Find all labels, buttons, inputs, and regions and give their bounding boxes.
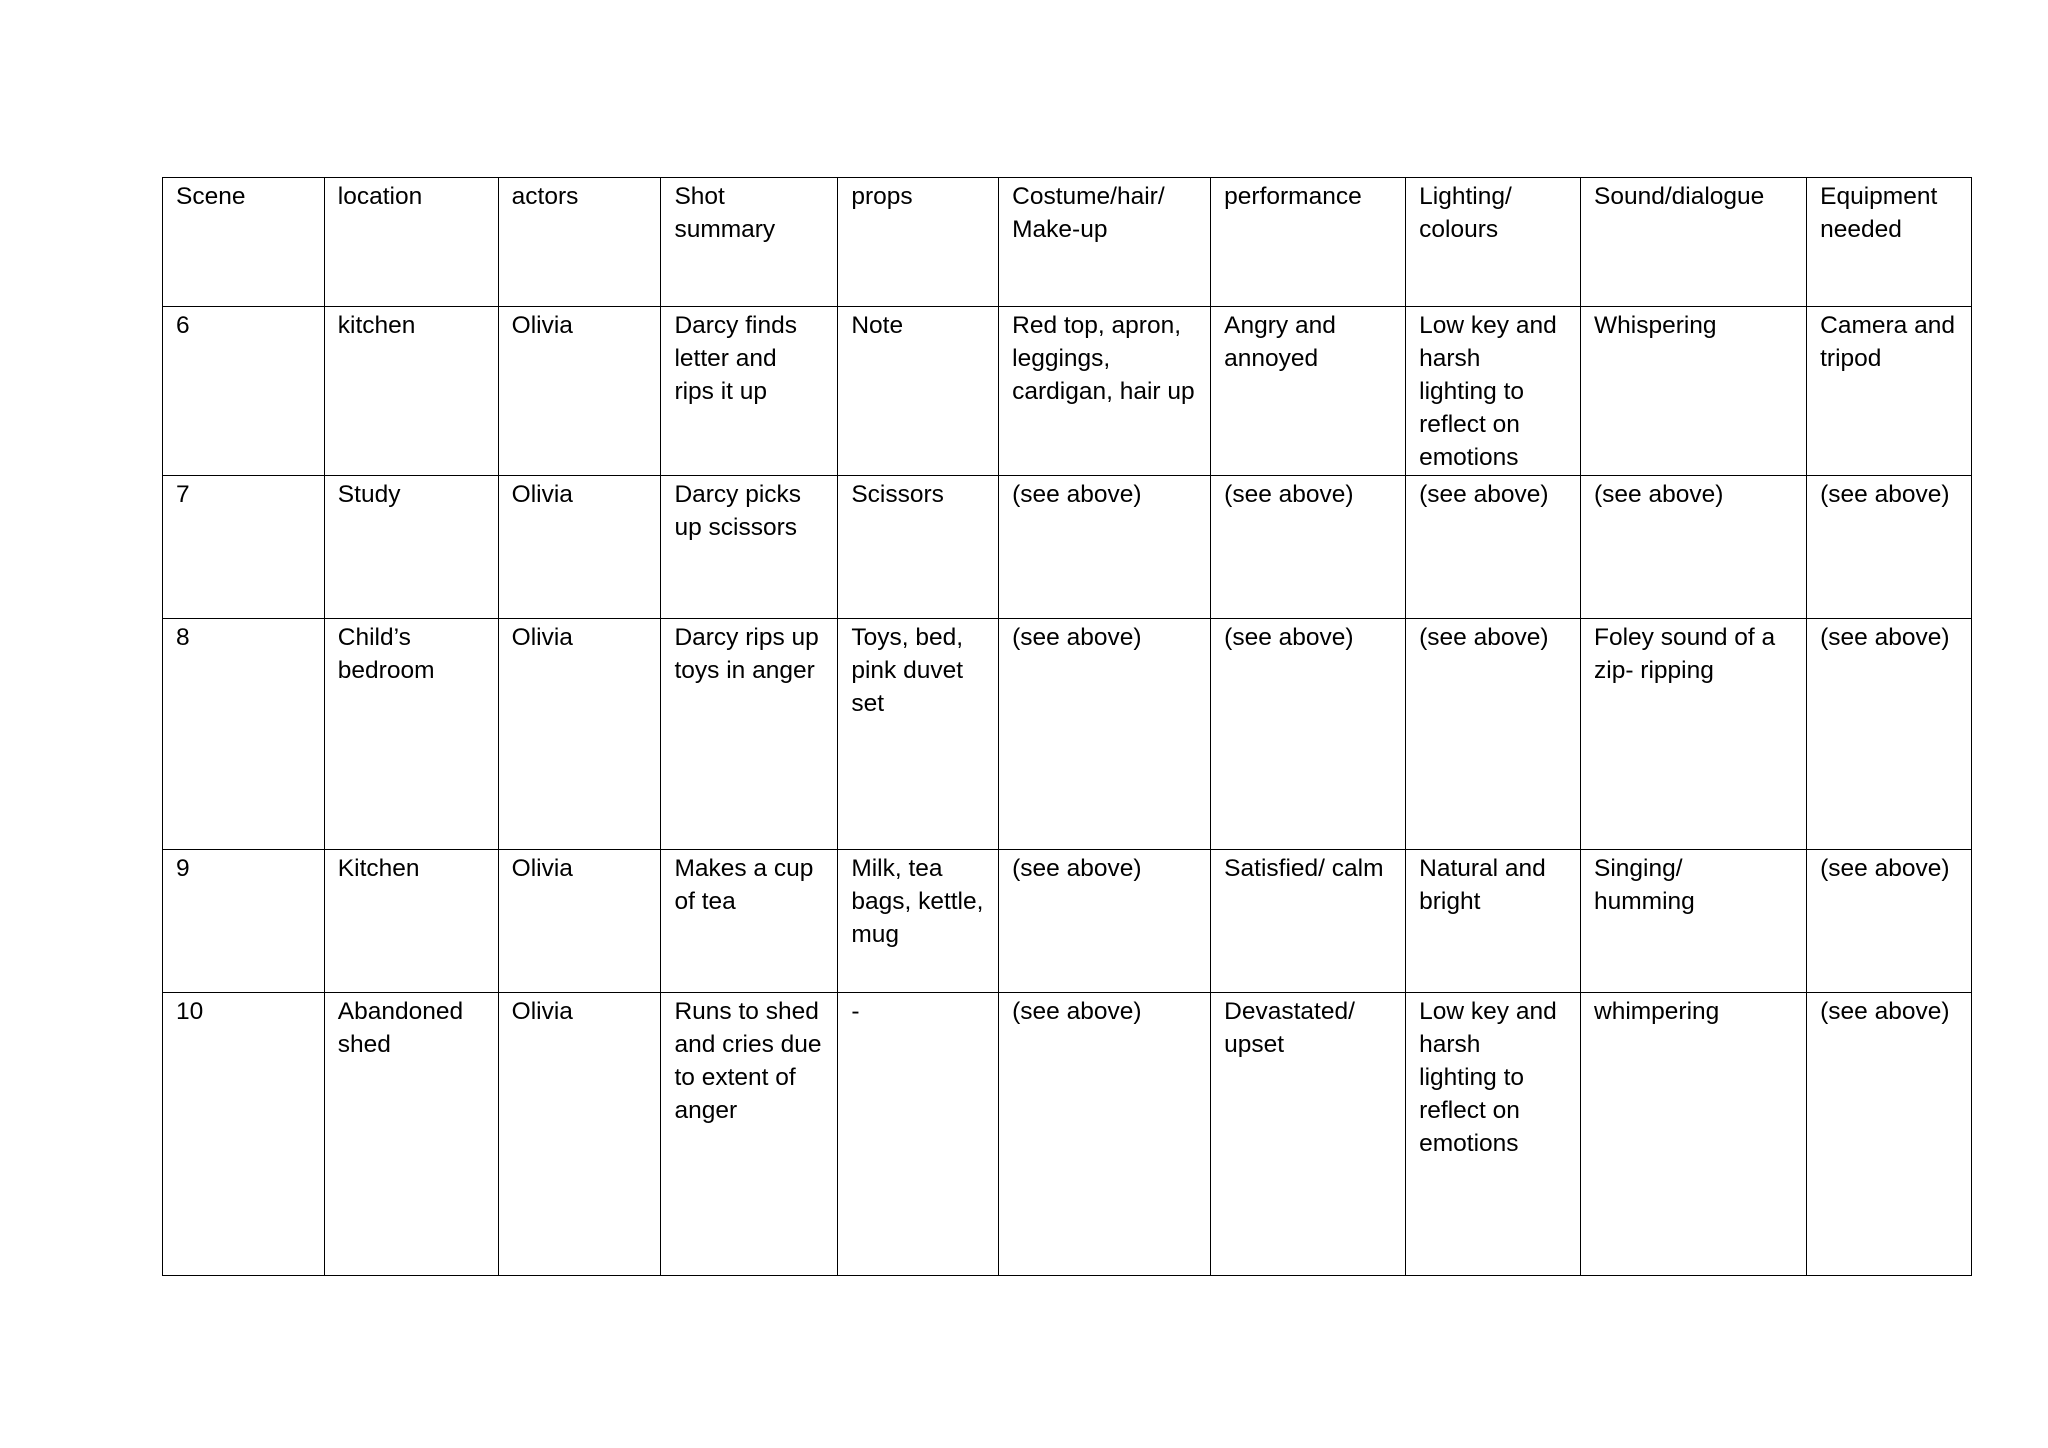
cell-equipment: (see above) bbox=[1807, 619, 1972, 850]
cell-location: Study bbox=[324, 476, 498, 619]
cell-actors: Olivia bbox=[498, 619, 661, 850]
cell-lighting: (see above) bbox=[1406, 619, 1581, 850]
cell-actors: Olivia bbox=[498, 993, 661, 1276]
cell-scene: 10 bbox=[163, 993, 325, 1276]
cell-costume: (see above) bbox=[999, 476, 1211, 619]
cell-lighting: (see above) bbox=[1406, 476, 1581, 619]
cell-actors: Olivia bbox=[498, 476, 661, 619]
cell-shot-summary: Runs to shed and cries due to extent of anger bbox=[661, 993, 838, 1276]
cell-costume: (see above) bbox=[999, 993, 1211, 1276]
cell-performance: (see above) bbox=[1211, 476, 1406, 619]
table-row bbox=[163, 307, 1972, 476]
cell-location: Abandoned shed bbox=[324, 993, 498, 1276]
cell-actors: Olivia bbox=[498, 850, 661, 993]
cell-sound: Foley sound of a zip- ripping bbox=[1581, 619, 1807, 850]
header-performance: performance bbox=[1211, 178, 1406, 307]
header-scene: Scene bbox=[163, 178, 325, 307]
table-row bbox=[163, 619, 1972, 850]
header-costume: Costume/hair/ Make-up bbox=[999, 178, 1211, 307]
cell-equipment: (see above) bbox=[1807, 850, 1972, 993]
cell-shot-summary: Darcy picks up scissors bbox=[661, 476, 838, 619]
cell-props: Note bbox=[838, 307, 999, 476]
header-lighting: Lighting/ colours bbox=[1406, 178, 1581, 307]
cell-lighting: Natural and bright bbox=[1406, 850, 1581, 993]
cell-shot-summary: Makes a cup of tea bbox=[661, 850, 838, 993]
cell-lighting: Low key and harsh lighting to reflect on emotions bbox=[1406, 993, 1581, 1276]
header-location: location bbox=[324, 178, 498, 307]
cell-costume: Red top, apron, leggings, cardigan, hair up bbox=[999, 307, 1211, 476]
cell-shot-summary: Darcy finds letter and rips it up bbox=[661, 307, 838, 476]
header-equipment: Equipment needed bbox=[1807, 178, 1972, 307]
cell-location: Child’s bedroom bbox=[324, 619, 498, 850]
cell-costume: (see above) bbox=[999, 850, 1211, 993]
cell-actors: Olivia bbox=[498, 307, 661, 476]
cell-equipment: Camera and tripod bbox=[1807, 307, 1972, 476]
cell-costume: (see above) bbox=[999, 619, 1211, 850]
cell-sound: (see above) bbox=[1581, 476, 1807, 619]
header-sound: Sound/dialogue bbox=[1581, 178, 1807, 307]
cell-sound: whimpering bbox=[1581, 993, 1807, 1276]
header-shot-summary: Shot summary bbox=[661, 178, 838, 307]
cell-props: Toys, bed, pink duvet set bbox=[838, 619, 999, 850]
cell-sound: Singing/ humming bbox=[1581, 850, 1807, 993]
table-row bbox=[163, 993, 1972, 1276]
cell-props: Milk, tea bags, kettle, mug bbox=[838, 850, 999, 993]
cell-performance: Satisfied/ calm bbox=[1211, 850, 1406, 993]
cell-equipment: (see above) bbox=[1807, 476, 1972, 619]
cell-performance: (see above) bbox=[1211, 619, 1406, 850]
cell-props: - bbox=[838, 993, 999, 1276]
cell-location: Kitchen bbox=[324, 850, 498, 993]
cell-props: Scissors bbox=[838, 476, 999, 619]
cell-lighting: Low key and harsh lighting to reflect on emotions bbox=[1406, 307, 1581, 476]
table-header-row bbox=[163, 178, 1972, 307]
cell-location: kitchen bbox=[324, 307, 498, 476]
header-actors: actors bbox=[498, 178, 661, 307]
cell-scene: 9 bbox=[163, 850, 325, 993]
cell-scene: 7 bbox=[163, 476, 325, 619]
cell-shot-summary: Darcy rips up toys in anger bbox=[661, 619, 838, 850]
shot-plan-table bbox=[162, 177, 1972, 1276]
table-row bbox=[163, 476, 1972, 619]
cell-performance: Angry and annoyed bbox=[1211, 307, 1406, 476]
cell-scene: 6 bbox=[163, 307, 325, 476]
cell-scene: 8 bbox=[163, 619, 325, 850]
table-row bbox=[163, 850, 1972, 993]
cell-sound: Whispering bbox=[1581, 307, 1807, 476]
header-props: props bbox=[838, 178, 999, 307]
cell-performance: Devastated/ upset bbox=[1211, 993, 1406, 1276]
cell-equipment: (see above) bbox=[1807, 993, 1972, 1276]
